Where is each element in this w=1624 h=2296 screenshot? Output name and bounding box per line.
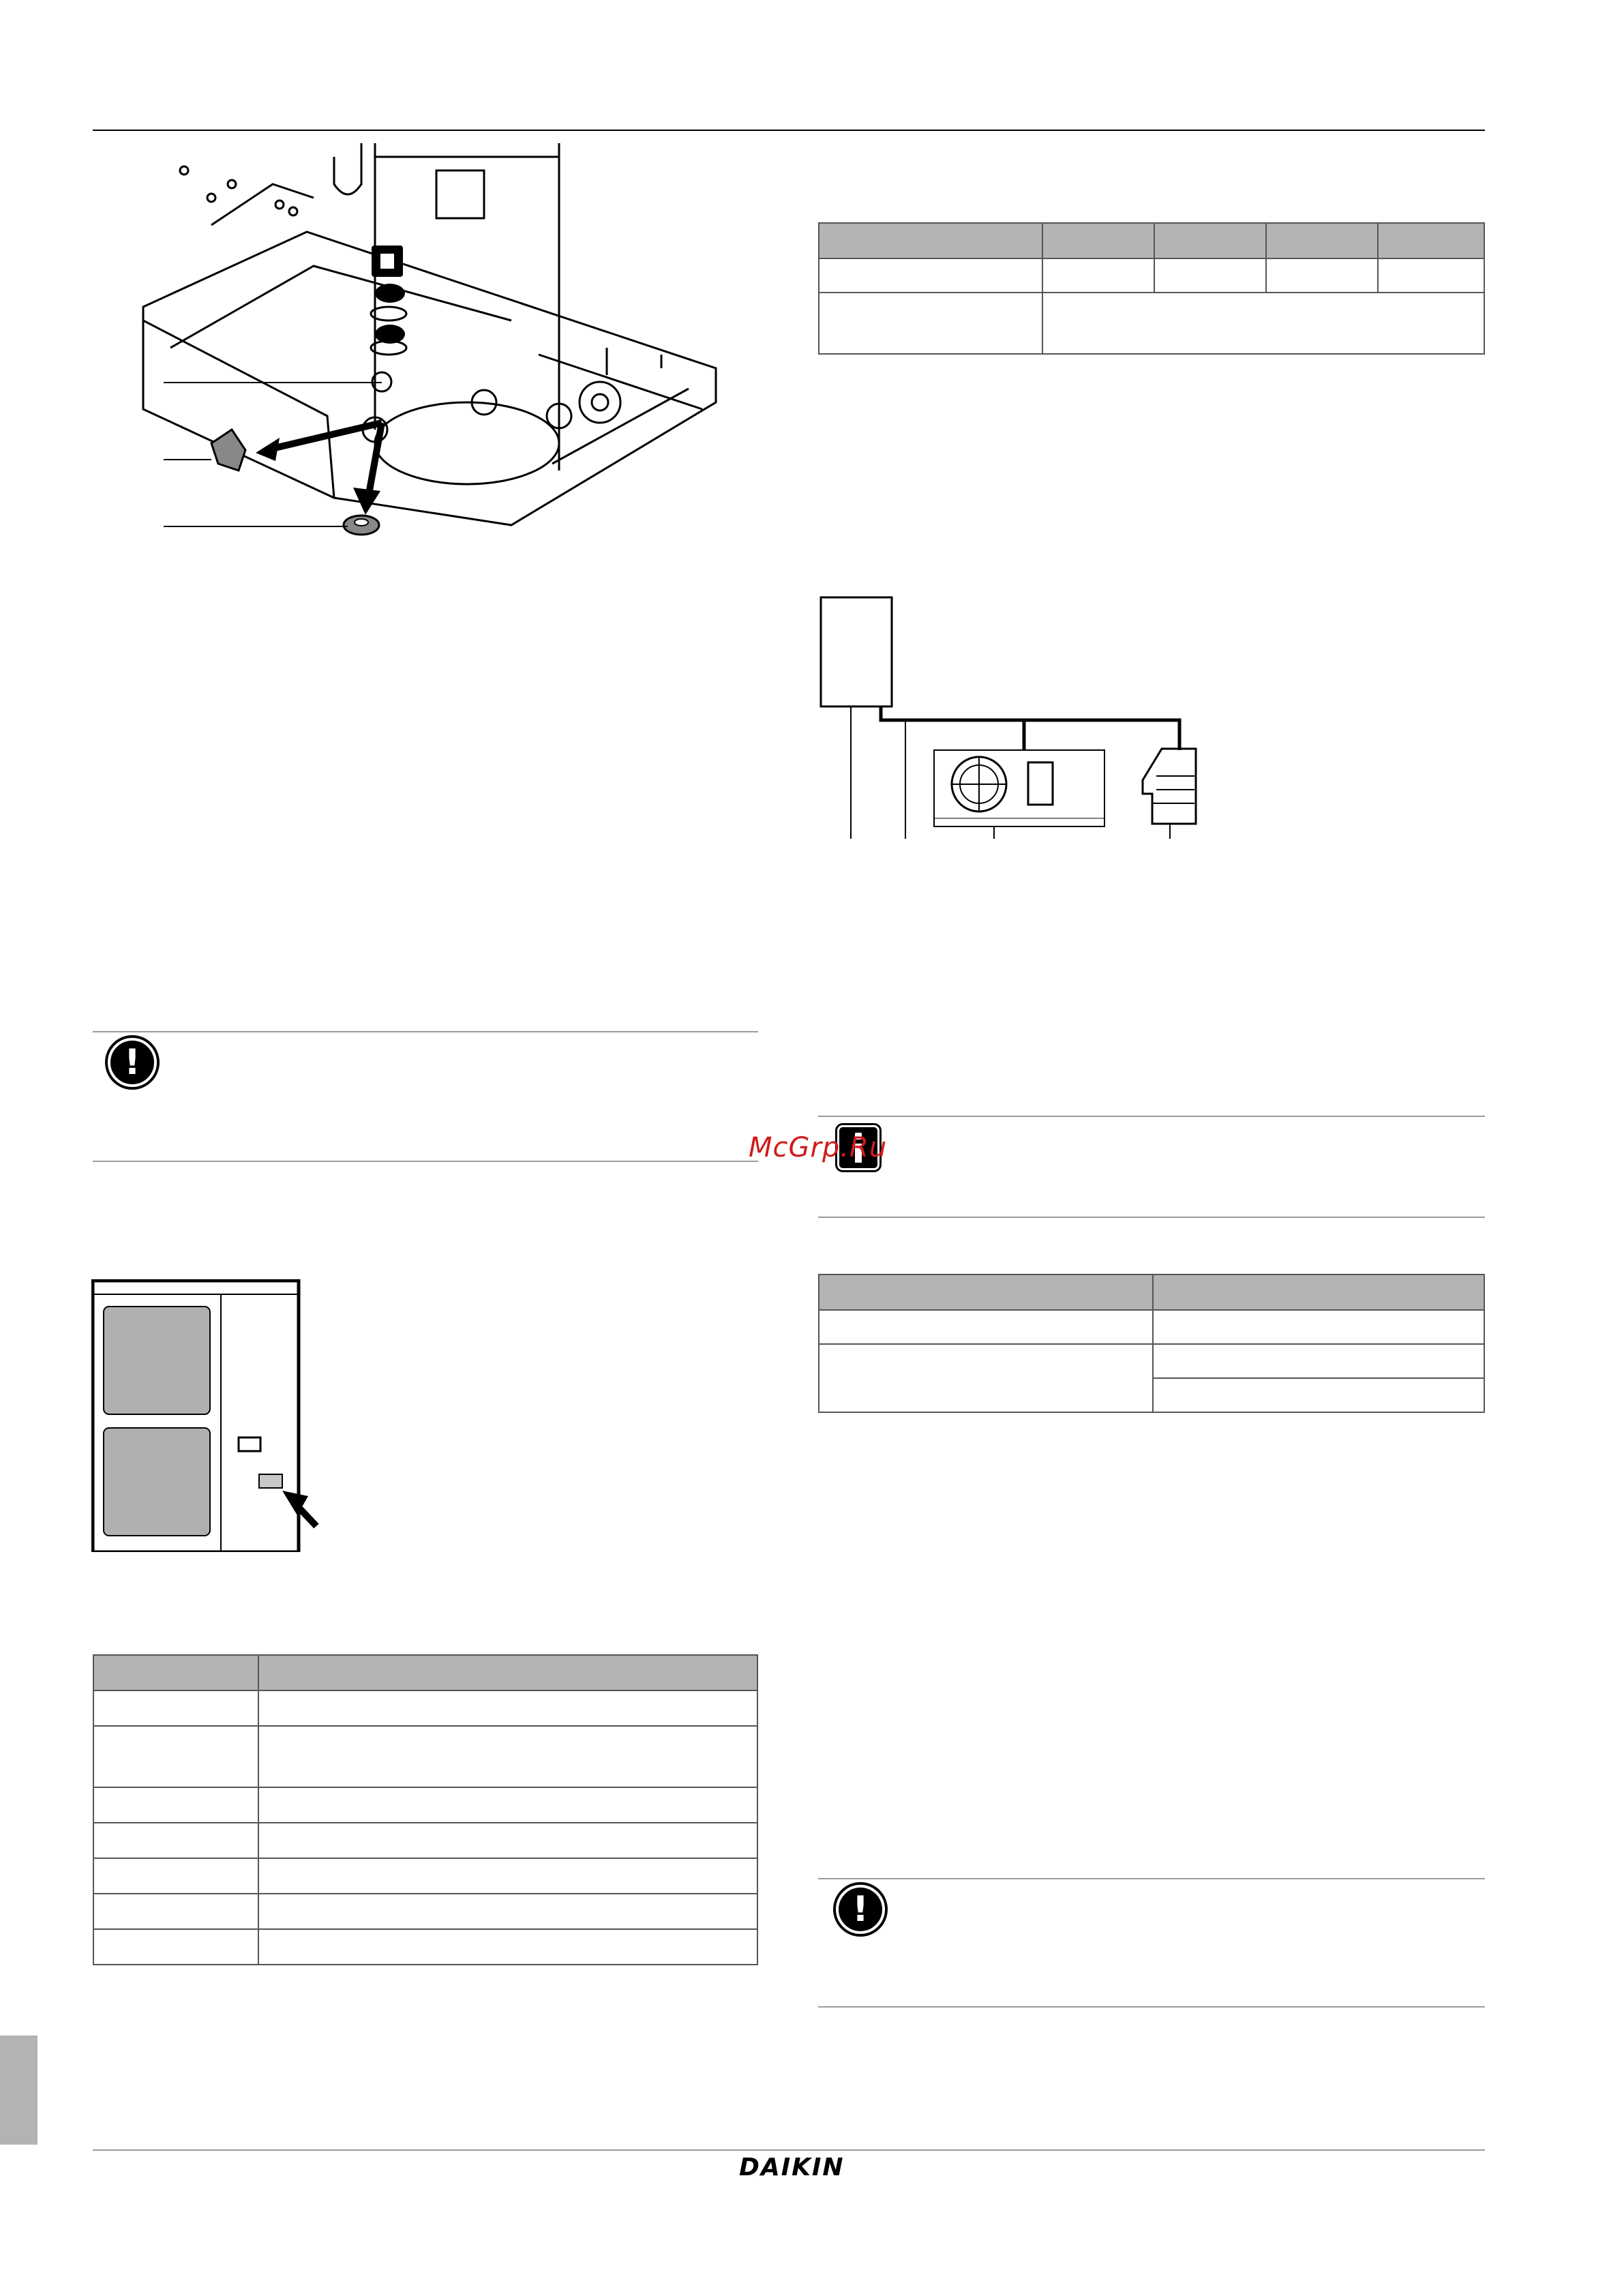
info-bottom-rule — [818, 1217, 1485, 1218]
table-header-row — [819, 1274, 1484, 1310]
table-cell — [258, 1726, 757, 1787]
exclamation-circle-icon: ! — [836, 1885, 885, 1934]
left-table — [93, 1654, 758, 1965]
table-header-cell — [1266, 223, 1378, 258]
table-header-cell — [93, 1655, 258, 1690]
table-cell — [93, 1823, 258, 1858]
header-rule — [93, 130, 1485, 131]
table-cell — [93, 1726, 258, 1787]
table-cell — [819, 293, 1042, 354]
info-top-rule — [818, 1116, 1485, 1117]
table-row — [93, 1929, 757, 1965]
footer-rule — [93, 2149, 1485, 2151]
table-cell — [1042, 293, 1484, 354]
table-cell — [1154, 258, 1266, 293]
table-row — [93, 1690, 757, 1726]
callout-line-1 — [164, 382, 382, 383]
table-cell — [258, 1858, 757, 1894]
table-cell — [1153, 1344, 1484, 1378]
chapter-side-tab — [0, 2036, 37, 2145]
watermark: McGrp.Ru — [749, 1132, 888, 1163]
table-row — [93, 1858, 757, 1894]
table-row — [819, 1344, 1484, 1378]
daikin-logo: DAIKIN — [739, 2153, 845, 2181]
table-cell — [258, 1690, 757, 1726]
table-header-cell — [1042, 223, 1154, 258]
table-cell — [258, 1929, 757, 1965]
table-cell — [258, 1894, 757, 1929]
table-header-cell — [819, 223, 1042, 258]
table-cell — [1378, 258, 1484, 293]
table-header-row — [819, 223, 1484, 258]
table-cell — [93, 1894, 258, 1929]
table-cell — [1042, 258, 1154, 293]
table-cell — [93, 1929, 258, 1965]
table-row — [93, 1726, 757, 1787]
note-bottom-rule — [93, 1161, 758, 1162]
callout-line-3 — [164, 526, 348, 527]
table-header-cell — [819, 1274, 1153, 1310]
table-cell — [819, 1310, 1153, 1344]
note-bottom-rule-right — [818, 2006, 1485, 2008]
table-cell — [1153, 1378, 1484, 1412]
table-header-cell — [1378, 223, 1484, 258]
note-top-rule — [93, 1031, 758, 1032]
compressor-illustration — [130, 143, 730, 552]
right-top-table — [818, 222, 1485, 355]
table-cell — [1266, 258, 1378, 293]
table-row — [819, 1310, 1484, 1344]
table-row — [93, 1823, 757, 1858]
table-header-cell — [258, 1655, 757, 1690]
table-cell — [819, 258, 1042, 293]
table-cell — [93, 1690, 258, 1726]
table-row — [819, 293, 1484, 354]
table-header-cell — [1153, 1274, 1484, 1310]
table-cell — [1153, 1310, 1484, 1344]
wiring-diagram — [815, 596, 1224, 841]
table-row — [819, 258, 1484, 293]
table-cell — [258, 1787, 757, 1823]
callout-line-2 — [164, 459, 211, 460]
unit-front-illustration — [91, 1279, 323, 1552]
exclamation-circle-icon: ! — [108, 1038, 157, 1087]
table-cell — [93, 1787, 258, 1823]
note-top-rule-right — [818, 1878, 1485, 1879]
table-cell — [93, 1858, 258, 1894]
table-header-row — [93, 1655, 757, 1690]
table-row — [93, 1894, 757, 1929]
table-cell — [819, 1344, 1153, 1412]
right-mid-table — [818, 1274, 1485, 1413]
table-cell — [258, 1823, 757, 1858]
table-row — [93, 1787, 757, 1823]
table-header-cell — [1154, 223, 1266, 258]
